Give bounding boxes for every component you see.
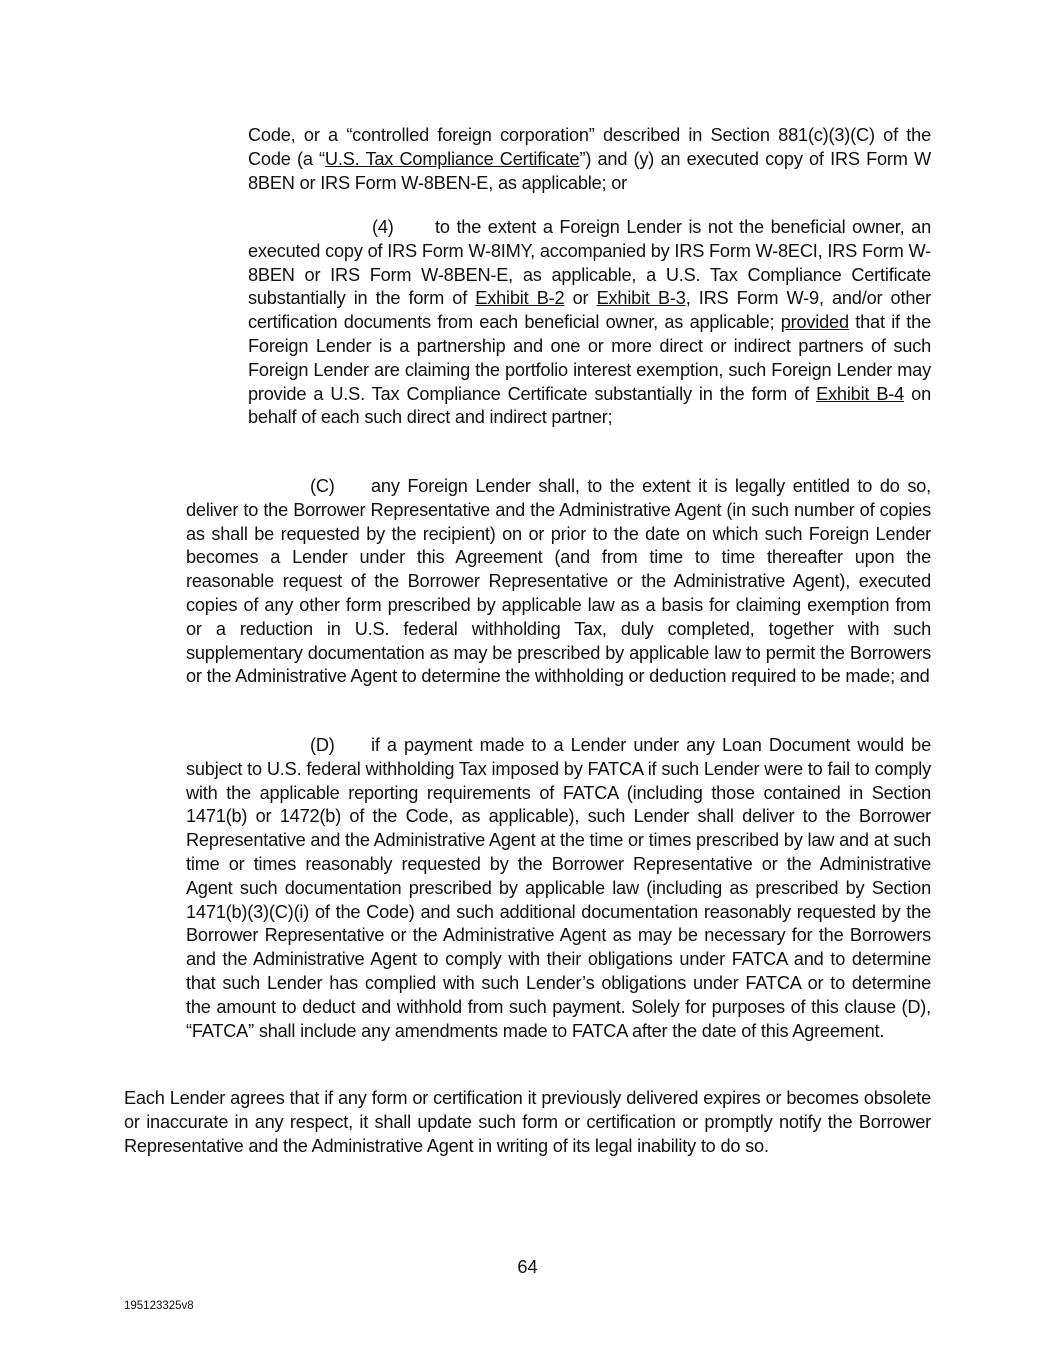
clause-label: (C) xyxy=(310,476,335,496)
paragraph-text: or xyxy=(564,288,597,309)
exhibit-reference: Exhibit B-4 xyxy=(816,383,905,404)
paragraph-clause-c xyxy=(186,475,931,689)
paragraph-text: any Foreign Lender shall, to the extent it is legally entitled to do so, deliver to the Borrower Representative and the Administrative Agent (in such number of copies as shall be requested by the recipient) on or prior to the date on which such Foreign Lender becomes a Lender under this Agreement (and from time to time thereafter upon the reasonable request of the Borrower Representative or the Administrative Agent), executed copies of any other form prescribed by applicable law as a basis for claiming exemption from or a reduction in U.S. federal withholding Tax, duly completed, together with such supplementary documentation as may be prescribed by applicable law to permit the Borrowers or the Administrative Agent to determine the withholding or deduction required to be made; and xyxy=(186,476,931,687)
document-id: 195123325v8 xyxy=(124,1300,194,1312)
paragraph-us-tax-compliance xyxy=(248,124,931,195)
exhibit-reference: Exhibit B-3 xyxy=(596,288,686,309)
paragraph-clause-d xyxy=(186,734,931,1043)
clause-label: (D) xyxy=(310,735,335,755)
paragraph-text: if a payment made to a Lender under any Loan Document would be subject to U.S. federal withholding Tax imposed by FATCA if such Lender were to fail to comply with the applicable reporting requirements of FATCA (including those contained in Section 1471(b) or 1472(b) of the Code, as applicable), such Lender shall deliver to the Borrower Representative and the Administrative Agent at the time or times prescribed by law and at such time or times reasonably requested by the Borrower Representative or the Administrative Agent such documentation prescribed by applicable law (including as prescribed by Section 1471(b)(3)(C)(i) of the Code) and such additional documentation reasonably requested by the Borrower Representative or the Administrative Agent as may be necessary for the Borrowers and the Administrative Agent to comply with their obligations under FATCA and to determine that such Lender has complied with such Lender’s obligations under FATCA or to determine the amount to deduct and withhold from such payment. Solely for purposes of this clause (D), “FATCA” shall include any amendments made to FATCA after the date of this Agreement. xyxy=(186,735,931,1041)
paragraph-text: Code, or a “controlled foreign corporation” described in Section 881(c)(3)(C) of the Code (a “ xyxy=(248,125,931,169)
paragraph-text: on behalf of each such direct and indirect partner; xyxy=(248,383,931,428)
paragraph-clause-4 xyxy=(248,216,931,430)
defined-term: U.S. Tax Compliance Certificate xyxy=(324,148,580,169)
paragraph-text: Each Lender agrees that if any form or certification it previously delivered expires or becomes obsolete or inaccurate in any respect, it shall update such form or certification or promptly notify the Borrower Representative and the Administrative Agent in writing of its legal inability to do so. xyxy=(124,1088,931,1156)
paragraph-text: to the extent a Foreign Lender is not the beneficial owner, an executed copy of IRS Form W-8IMY, accompanied by IRS Form W-8ECI, IRS Form W-8BEN or IRS Form W-8BEN-E, as applicable, a U.S. Tax Compliance Certificate substantially in the form of xyxy=(248,217,931,309)
exhibit-reference: Exhibit B-2 xyxy=(475,288,565,309)
paragraph-text: ”) and (y) an executed copy of IRS Form W 8BEN or IRS Form W-8BEN-E, as applicable; or xyxy=(248,148,932,193)
page-number: 64 xyxy=(517,1257,538,1277)
paragraph-text: , IRS Form W-9, and/or other certification documents from each beneficial owner, as applicable; xyxy=(248,288,932,333)
clause-label: (4) xyxy=(372,217,394,237)
paragraph-each-lender xyxy=(124,1087,931,1158)
defined-term: provided xyxy=(780,312,849,333)
paragraph-text: that if the Foreign Lender is a partnership and one or more direct or indirect partners of such Foreign Lender are claiming the portfolio interest exemption, such Foreign Lender may provide a U.S. Tax Compliance Certificate substantially in the form of xyxy=(248,312,931,404)
